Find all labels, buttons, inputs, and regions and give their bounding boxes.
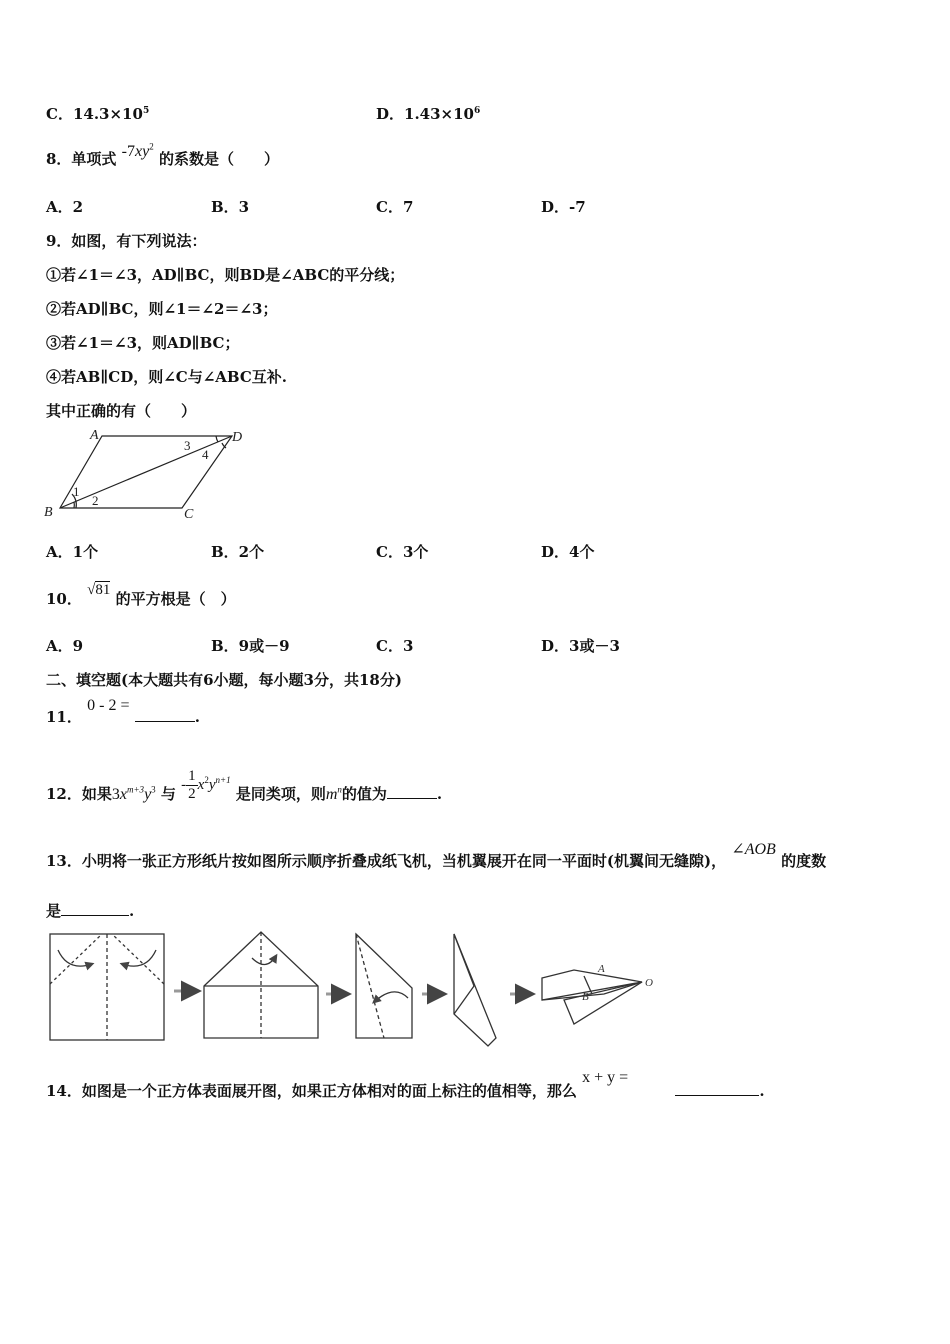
q8-option-c: C．7 (376, 198, 414, 216)
angle-3-arc (216, 436, 218, 442)
plane-label-b: B (582, 991, 589, 1003)
q11-answer-blank[interactable] (135, 721, 195, 722)
q12-n: n (337, 784, 342, 795)
q10-option-c: C．3 (376, 637, 414, 655)
q12-end: . (436, 784, 443, 803)
q7-option-c-exponent: 5 (142, 106, 150, 116)
angle-label-1: 1 (73, 484, 80, 499)
section2-title: 二、填空题(本大题共有6小题，每小题3分，共18分) (46, 671, 402, 689)
label-a: A (90, 428, 99, 443)
q13-angle-aob: ∠AOB (731, 841, 776, 858)
q13-line2: 是 (46, 902, 62, 920)
q12-stem (46, 768, 443, 813)
q10-option-b: B．9或－9 (211, 637, 290, 655)
q10-suffix: 的平方根是（ ） (115, 590, 236, 608)
label-c: C (184, 507, 194, 522)
q10-option-a: A．9 (46, 637, 84, 655)
q12-term1-y: y (144, 785, 152, 803)
angle-label-3: 3 (184, 438, 191, 453)
q8-var-y: y (142, 143, 150, 160)
q14-expression-text: x + y = (582, 1069, 629, 1086)
fold-step-1 (50, 934, 164, 1040)
q13-paper-plane-folding-figure (44, 928, 664, 1050)
q8-coefficient: -7 (121, 143, 135, 160)
label-b: B (44, 505, 53, 520)
q9-option-c: C．3个 (376, 543, 429, 561)
q12-suffix: 的值为 (341, 784, 387, 803)
q8-var-x: x (135, 143, 143, 160)
angle-label-4: 4 (202, 447, 209, 462)
q7-option-d-exponent: 6 (474, 106, 481, 116)
q10-prefix: 10． (46, 590, 82, 608)
q14-end: . (759, 1082, 765, 1100)
q13-stem-line2 (46, 900, 134, 921)
q12-term1-xexp: m+3 (126, 784, 145, 795)
q12-frac-den: 2 (188, 786, 196, 802)
fold-step-5-plane (542, 970, 642, 1024)
q7-option-c-label: C． (46, 105, 73, 123)
q12-conjunction: 与 (160, 784, 176, 803)
q9-statement-2: ②若AD∥BC，则∠1＝∠2＝∠3； (46, 300, 278, 318)
plane-label-o: O (645, 977, 653, 989)
q12-m: m (325, 785, 338, 803)
q9-option-a: A．1个 (46, 543, 99, 561)
q13-suffix: 的度数 (781, 852, 827, 870)
q10-option-d: D．3或－3 (541, 637, 620, 655)
plane-label-a: A (598, 963, 605, 975)
q14-expression (582, 1069, 628, 1086)
q12-answer-blank[interactable] (387, 798, 437, 799)
q12-term1-yexp: 3 (151, 784, 156, 795)
q12-minus: - (181, 776, 187, 793)
q12-term2 (181, 768, 231, 802)
q11-expression: 0 - 2 = (87, 697, 130, 714)
q12-term2-xexp: 2 (204, 774, 209, 785)
q11-end: . (194, 708, 200, 726)
q8-option-b: B．3 (211, 198, 250, 216)
q7-option-d (376, 103, 480, 124)
fold-step-3 (356, 934, 412, 1038)
q12-m-pow-n (326, 786, 342, 803)
q12-term2-x: x (197, 776, 205, 793)
q13-text: 13．小明将一张正方形纸片按如图所示顺序折叠成纸飞机，当机翼展开在同一平面时(机翼间无缝隙)， (46, 852, 727, 870)
q9-statement-3: ③若∠1＝∠3，则AD∥BC； (46, 334, 240, 352)
q14-answer-blank[interactable] (675, 1095, 759, 1096)
q12-fraction (186, 768, 198, 803)
q8-option-a: A．2 (46, 198, 84, 216)
q10-sqrt: √81 (87, 582, 111, 598)
q14-stem (46, 1069, 765, 1101)
q9-statement-4: ④若AB∥CD，则∠C与∠ABC互补. (46, 368, 288, 386)
q7-option-d-label: D． (376, 105, 405, 123)
q9-option-b: B．2个 (211, 543, 265, 561)
fold-step-2 (204, 932, 318, 1038)
q8-option-d: D．-7 (541, 198, 586, 216)
q14-text: 14．如图是一个正方体表面展开图，如果正方体相对的面上标注的值相等，那么 (46, 1082, 577, 1100)
q10-stem (46, 582, 236, 609)
q12-prefix: 12．如果 (46, 784, 112, 803)
q13-end: . (129, 902, 135, 920)
q12-term1-coef: 3 (111, 785, 120, 803)
q7-option-d-mantissa: 1.43×10 (404, 105, 474, 123)
q12-middle: 是同类项，则 (235, 784, 326, 803)
q12-term1 (112, 786, 156, 803)
q9-question: 其中正确的有（ ） (46, 402, 197, 420)
q11-stem (46, 697, 200, 727)
q9-option-d: D．4个 (541, 543, 595, 561)
q8-stem (46, 141, 279, 169)
q7-option-c-mantissa: 14.3×10 (72, 105, 143, 123)
q9-statement-1: ①若∠1＝∠3，AD∥BC，则BD是∠ABC的平分线； (46, 266, 405, 284)
q13-answer-blank[interactable] (61, 915, 129, 916)
q10-radicand: 81 (95, 582, 111, 598)
q8-suffix: 的系数是（ ） (158, 150, 279, 168)
fold-step-4 (454, 934, 496, 1046)
label-d: D (232, 430, 243, 445)
q12-term2-yexp: n+1 (215, 774, 231, 785)
q9-stem: 9．如图，有下列说法： (46, 232, 207, 250)
q12-term1-x: x (119, 785, 127, 803)
q9-parallelogram-figure (40, 424, 260, 524)
q8-monomial (122, 143, 154, 160)
q8-prefix: 8．单项式 (46, 150, 117, 168)
q13-stem (46, 841, 827, 871)
q8-exponent: 2 (149, 141, 154, 152)
q12-term2-y: y (208, 776, 216, 793)
q7-option-c (46, 103, 149, 124)
angle-label-2: 2 (92, 493, 99, 508)
q12-frac-num: 1 (188, 768, 196, 784)
q11-prefix: 11． (46, 708, 82, 726)
